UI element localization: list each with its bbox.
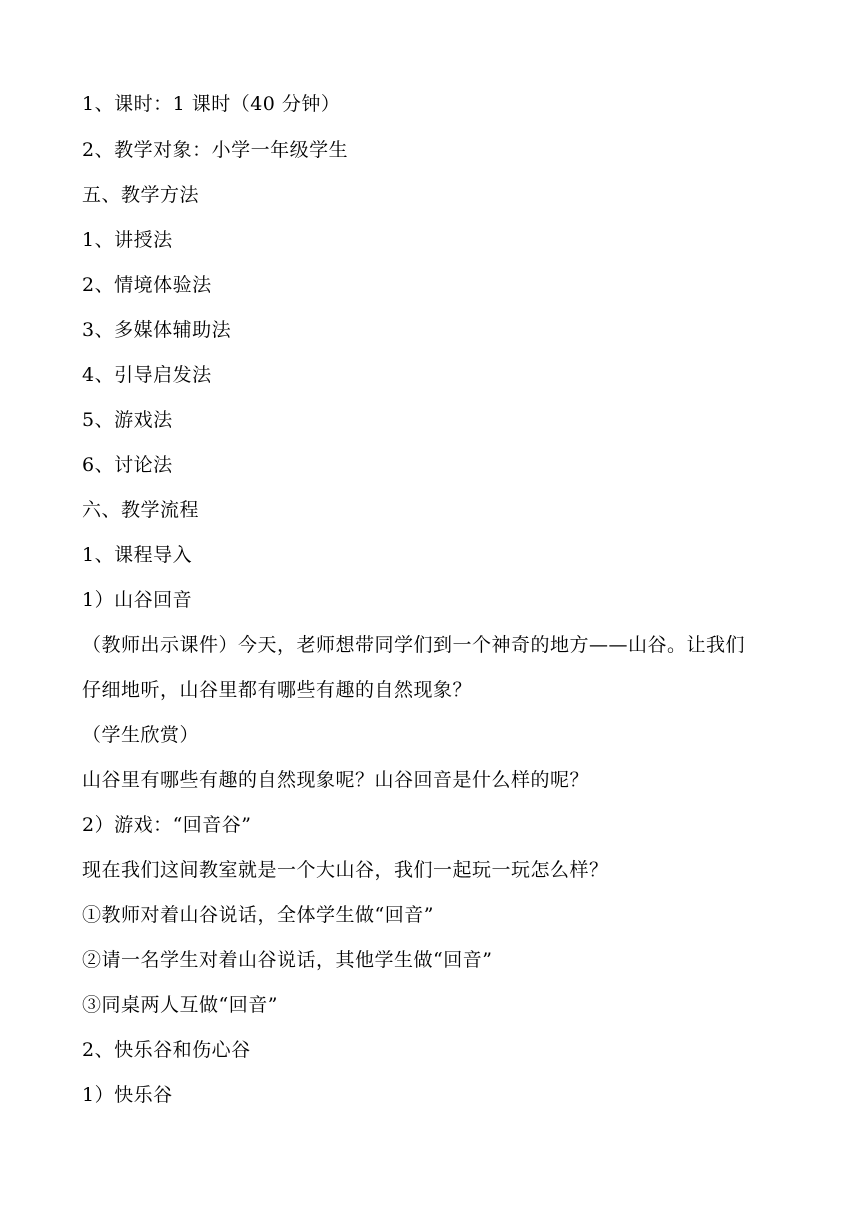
process-substep-game: 2）游戏：“回音谷” <box>82 814 252 836</box>
method-item-situational: 2、情境体验法 <box>82 274 212 296</box>
line-teaching-target: 2、教学对象：小学一年级学生 <box>82 139 349 161</box>
process-step-valleys: 2、快乐谷和伤心谷 <box>82 1039 251 1061</box>
method-item-lecture: 1、讲授法 <box>82 229 173 251</box>
list-item: ①教师对着山谷说话，全体学生做“回音” <box>82 904 434 926</box>
list-item: ③同桌两人互做“回音” <box>82 994 278 1016</box>
method-item-discussion: 6、讨论法 <box>82 454 173 476</box>
paragraph-line: 现在我们这间教室就是一个大山谷，我们一起玩一玩怎么样？ <box>82 859 609 881</box>
process-substep-echo: 1）山谷回音 <box>82 589 193 611</box>
method-item-multimedia: 3、多媒体辅助法 <box>82 319 232 341</box>
method-item-guidance: 4、引导启发法 <box>82 364 212 386</box>
paragraph-line: 仔细地听，山谷里都有哪些有趣的自然现象？ <box>82 679 473 701</box>
process-substep-happy-valley: 1）快乐谷 <box>82 1084 173 1106</box>
paragraph-line: （学生欣赏） <box>82 724 200 746</box>
paragraph-line: 山谷里有哪些有趣的自然现象呢？山谷回音是什么样的呢？ <box>82 769 590 791</box>
list-item: ②请一名学生对着山谷说话，其他学生做“回音” <box>82 949 493 971</box>
section-heading-teaching-methods: 五、教学方法 <box>82 184 200 206</box>
process-step-intro: 1、课程导入 <box>82 544 193 566</box>
section-heading-teaching-process: 六、教学流程 <box>82 499 200 521</box>
paragraph-line: （教师出示课件）今天，老师想带同学们到一个神奇的地方——山谷。让我们 <box>82 634 746 656</box>
line-class-hours: 1、课时：1 课时（40 分钟） <box>82 93 341 115</box>
method-item-game: 5、游戏法 <box>82 409 173 431</box>
